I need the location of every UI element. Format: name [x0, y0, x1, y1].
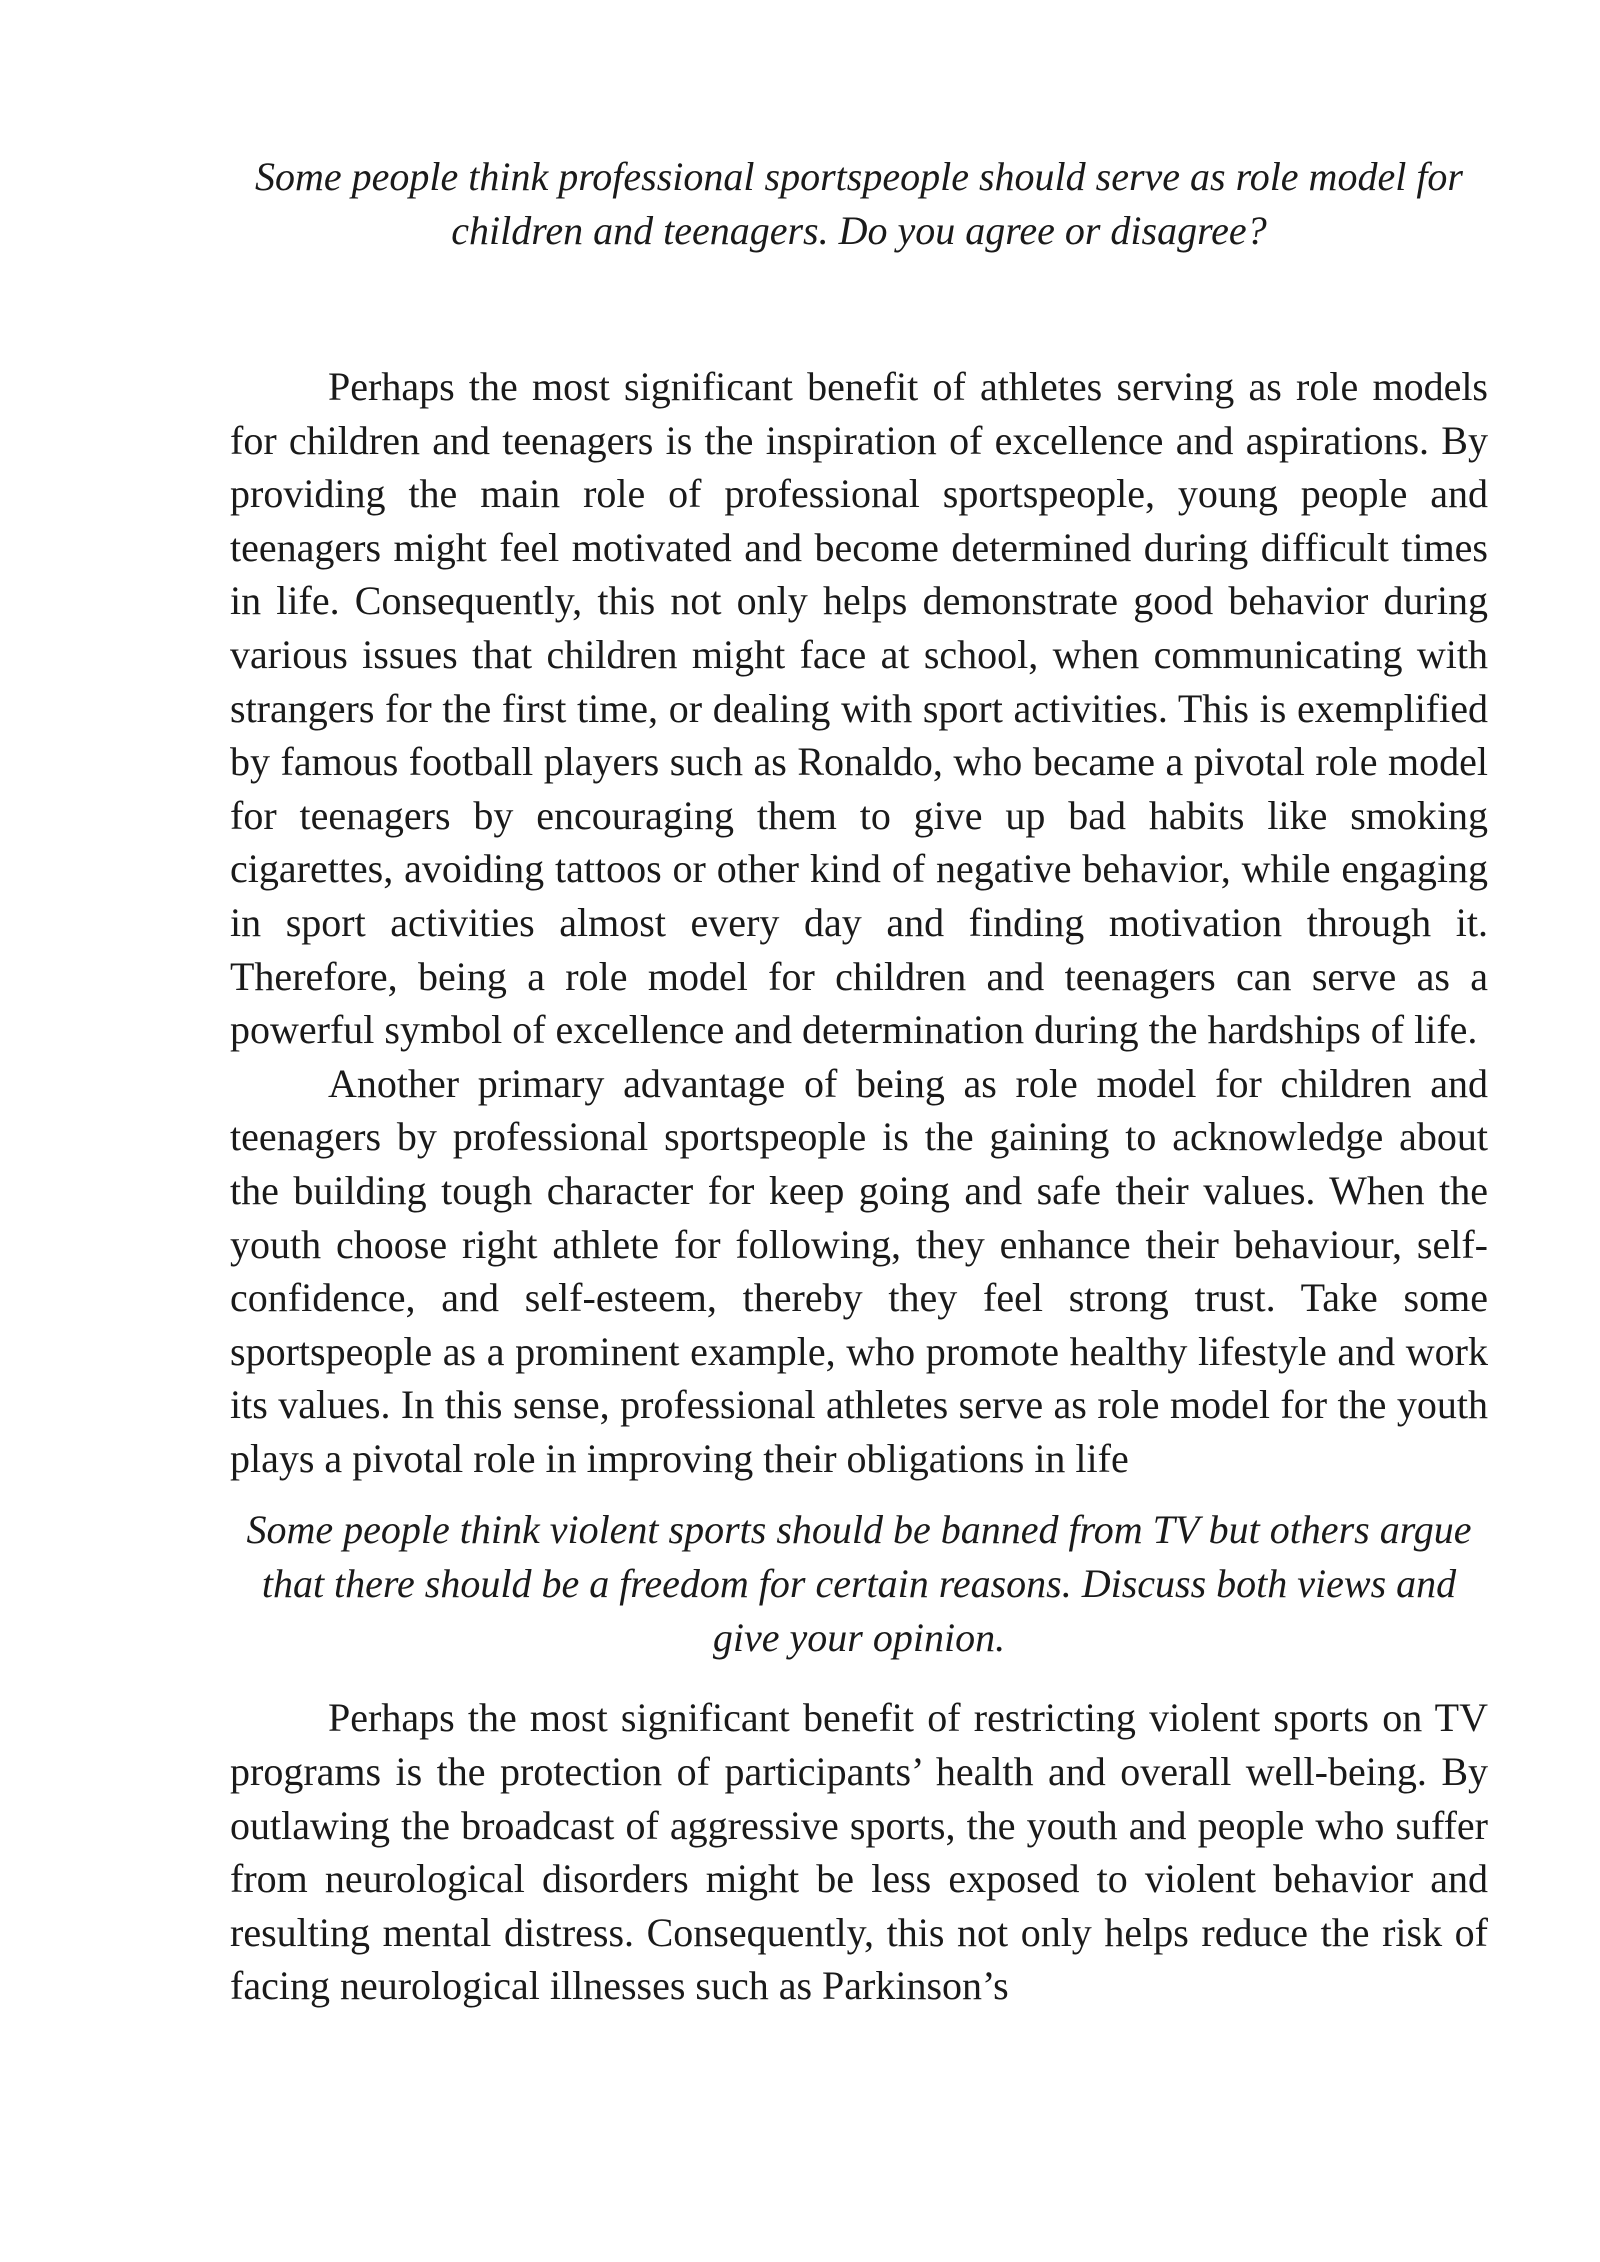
- document-page: [230, 150, 1488, 2013]
- essay-paragraph-1: Perhaps the most significant benefit of athletes serving as role models for children and teenagers is the inspiration of excellence and aspirations. By providing the main role of professional sportspeople, young people and teenagers might feel motivated and become determined during difficult times in life. Consequently, this not only helps demonstrate good behavior during various issues that children might face at school, when communicating with strangers for the first time, or dealing with sport activities. This is exemplified by famous football players such as Ronaldo, who became a pivotal role model for teenagers by encouraging them to give up bad habits like smoking cigarettes, avoiding tattoos or other kind of negative behavior, while engaging in sport activities almost every day and finding motivation through it. Therefore, being a role model for children and teenagers can serve as a powerful symbol of excellence and determination during the hardships of life.: [230, 364, 1488, 1053]
- essay-prompt-1: Some people think professional sportspeople should serve as role model for children and teenagers. Do you agree or disagree?: [254, 154, 1463, 253]
- essay-paragraph-2: Another primary advantage of being as role model for children and teenagers by professional sportspeople is the gaining to acknowledge about the building tough character for keep going and safe their values. When the youth choose right athlete for following, they enhance their behaviour, self-confidence, and self-esteem, thereby they feel strong trust. Take some sportspeople as a prominent example, who promote healthy lifestyle and work its values. In this sense, professional athletes serve as role model for the youth plays a pivotal role in improving their obligations in life: [230, 1060, 1488, 1481]
- essay-prompt-2: Some people think violent sports should be banned from TV but others argue that there should be a freedom for certain reasons. Discuss both views and give your opinion.: [246, 1507, 1472, 1661]
- essay-paragraph-3: Perhaps the most significant benefit of restricting violent sports on TV programs is the protection of participants’ health and overall well-being. By outlawing the broadcast of aggressive sports, the youth and people who suffer from neurological disorders might be less exposed to violent behavior and resulting mental distress. Consequently, this not only helps reduce the risk of facing neurological illnesses such as Parkinson’s: [230, 1695, 1488, 2009]
